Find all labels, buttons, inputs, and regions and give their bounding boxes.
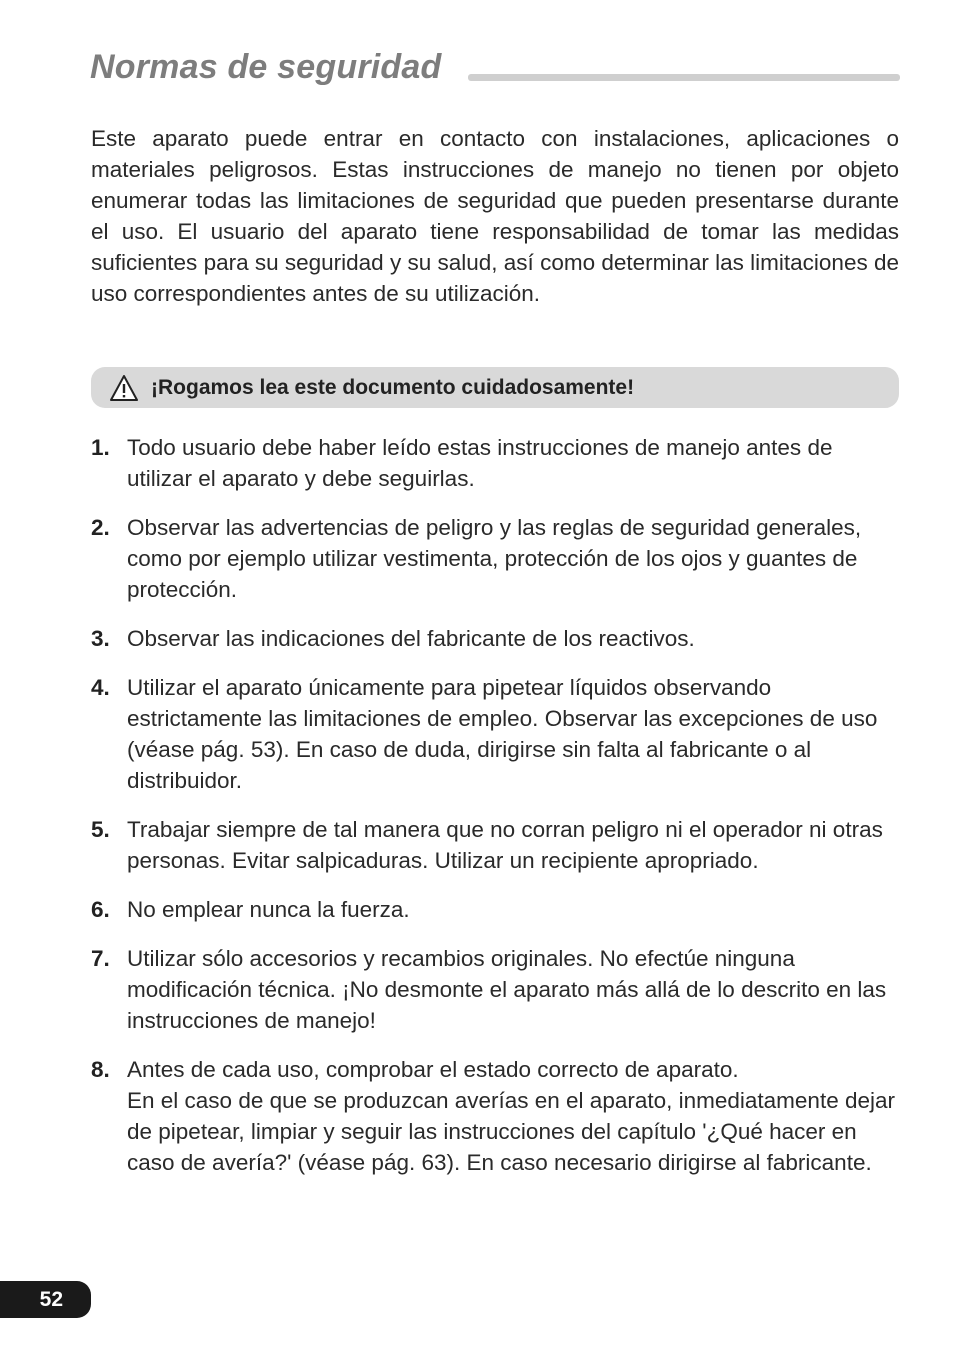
item-text-continued: En el caso de que se produzcan averías en el aparato, inmediatamente dejar de pipetear, limpiar y seguir las instrucciones del capítulo '¿Qué hacer en caso de avería?' (véase pág. 63). En caso necesario dirigirse al fabricante. [127, 1088, 895, 1175]
warning-text: ¡Rogamos lea este documento cuidadosamente! [151, 375, 635, 399]
page-title: Normas de seguridad [90, 48, 442, 86]
item-number: 4. [91, 675, 110, 700]
item-text: No emplear nunca la fuerza. [127, 897, 410, 922]
item-number: 2. [91, 515, 110, 540]
item-text: Utilizar el aparato únicamente para pipetear líquidos observando estrictamente las limitaciones de empleo. Observar las excepciones de uso (véase pág. 53). En caso de duda, dirigirse sin falta al fabricante o al distribuidor. [127, 675, 878, 793]
item-text: Utilizar sólo accesorios y recambios originales. No efectúe ninguna modificación técnica. ¡No desmonte el aparato más allá de lo descrito en las instrucciones de manejo! [127, 946, 887, 1033]
list-item [91, 432, 899, 494]
list-item [91, 512, 899, 605]
list-item [91, 943, 899, 1036]
list-item [91, 894, 899, 925]
item-text: Todo usuario debe haber leído estas instrucciones de manejo antes de utilizar el aparato y debe seguirlas. [127, 435, 833, 491]
list-item [91, 1054, 899, 1178]
list-item [91, 814, 899, 876]
item-number: 3. [91, 626, 110, 651]
item-number: 1. [91, 435, 110, 460]
page-number: 52 [39, 1287, 63, 1311]
item-text: Observar las advertencias de peligro y las reglas de seguridad generales, como por ejemplo utilizar vestimenta, protección de los ojos y guantes de protección. [127, 515, 862, 602]
item-text: Trabajar siempre de tal manera que no corran peligro ni el operador ni otras personas. Evitar salpicaduras. Utilizar un recipiente apropriado. [127, 817, 883, 873]
list-item [91, 623, 899, 654]
safety-rules-list [91, 432, 899, 1196]
warning-triangle-icon [109, 373, 139, 403]
item-number: 5. [91, 817, 110, 842]
item-text: Antes de cada uso, comprobar el estado correcto de aparato. [127, 1057, 739, 1082]
item-number: 7. [91, 946, 110, 971]
page-number-tab [0, 1281, 91, 1318]
page-header [90, 48, 900, 92]
item-number: 6. [91, 897, 110, 922]
title-rule [468, 74, 900, 81]
intro-paragraph: Este aparato puede entrar en contacto con instalaciones, aplicaciones o materiales peligrosos. Estas instrucciones de manejo no tienen por objeto enumerar todas las limitaciones de seguridad que pueden presentarse durante el uso. El usuario del aparato tiene responsabilidad de tomar las medidas suficientes para su seguridad y su salud, así como determinar las limitaciones de uso correspondientes antes de su utilización. [91, 126, 899, 306]
item-number: 8. [91, 1057, 110, 1082]
list-item [91, 672, 899, 796]
warning-banner [91, 367, 899, 408]
item-text: Observar las indicaciones del fabricante de los reactivos. [127, 626, 695, 651]
